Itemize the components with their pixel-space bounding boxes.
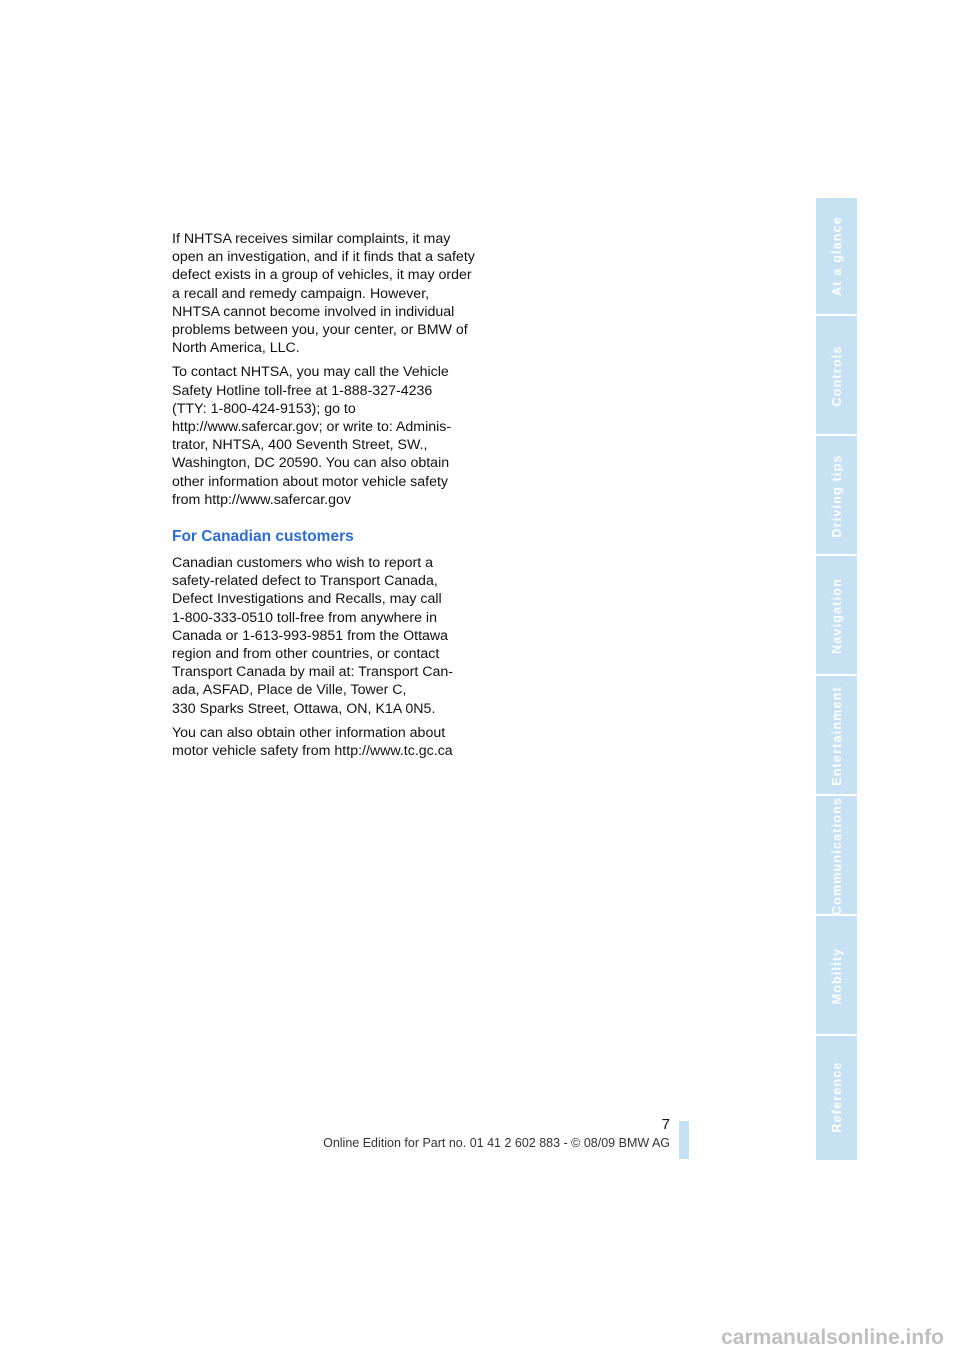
text-line: You can also obtain other information about — [172, 724, 446, 741]
text-line: safety-related defect to Transport Canada, — [172, 573, 438, 590]
tab-label: Communications — [829, 796, 844, 916]
text-line: 1-800-333-0510 toll-free from anywhere in — [172, 609, 437, 626]
tab-mobility[interactable] — [816, 918, 857, 1036]
page-number: 7 — [661, 1116, 670, 1133]
text-line: 330 Sparks Street, Ottawa, ON, K1A 0N5. — [172, 700, 436, 717]
tab-entertainment[interactable] — [816, 678, 857, 796]
text-line: motor vehicle safety from http://www.tc.gc.ca — [172, 743, 453, 760]
tab-label: Driving tips — [829, 454, 844, 538]
text-line: open an investigation, and if it finds that a safety — [172, 249, 475, 266]
tab-label: Controls — [829, 345, 844, 407]
paragraph-canadian-info — [172, 724, 468, 760]
paragraph-canadian-report — [172, 554, 468, 718]
text-line: a recall and remedy campaign. However, — [172, 285, 430, 302]
tab-label: Mobility — [829, 947, 844, 1005]
text-line: other information about motor vehicle safety — [172, 473, 449, 490]
footer-accent-bar — [679, 1121, 689, 1159]
watermark: carmanualsonline.info — [721, 1326, 944, 1349]
text-line: Canada or 1-613-993-9851 from the Ottawa — [172, 627, 449, 644]
tab-label: Entertainment — [829, 686, 844, 786]
tab-communications[interactable] — [816, 798, 857, 916]
text-line: If NHTSA receives similar complaints, it may — [172, 231, 451, 247]
tab-label: At a glance — [829, 216, 844, 296]
text-line: region and from other countries, or contact — [172, 646, 440, 663]
text-line: problems between you, your center, or BMW of — [172, 322, 468, 339]
tab-controls[interactable] — [816, 318, 857, 436]
text-line: North America, LLC. — [172, 340, 300, 357]
text-line: NHTSA cannot become involved in individual — [172, 303, 455, 320]
tab-at-a-glance[interactable] — [816, 198, 857, 316]
text-line: defect exists in a group of vehicles, it may order — [172, 267, 472, 284]
tab-label: Navigation — [829, 578, 844, 654]
text-line: Canadian customers who wish to report a — [172, 555, 434, 572]
paragraph-nhtsa-complaints — [172, 230, 475, 357]
text-line: ada, ASFAD, Place de Ville, Tower C, — [172, 682, 407, 699]
text-line: Washington, DC 20590. You can also obtain — [172, 455, 450, 472]
text-line: trator, NHTSA, 400 Seventh Street, SW., — [172, 437, 428, 454]
text-line: from http://www.safercar.gov — [172, 491, 351, 508]
tab-navigation[interactable] — [816, 558, 857, 676]
tab-driving-tips[interactable] — [816, 438, 857, 556]
text-line: Safety Hotline toll-free at 1-888-327-4236 — [172, 382, 433, 399]
text-line: Defect Investigations and Recalls, may call — [172, 591, 442, 608]
tab-reference[interactable] — [816, 1038, 857, 1156]
section-heading: For Canadian customers — [172, 528, 354, 546]
paragraph-contact-nhtsa — [172, 363, 468, 509]
tab-label: Reference — [829, 1061, 844, 1133]
main-content — [172, 230, 475, 766]
text-line: http://www.safercar.gov; or write to: Adminis- — [172, 419, 452, 436]
chapter-tab-bar — [816, 198, 857, 1160]
text-line: To contact NHTSA, you may call the Vehicle — [172, 364, 449, 381]
text-line: (TTY: 1-800-424-9153); go to — [172, 400, 356, 417]
footer-edition: Online Edition for Part no. 01 41 2 602 883 - © 08/09 BMW AG — [323, 1136, 670, 1150]
text-line: Transport Canada by mail at: Transport Can- — [172, 664, 453, 681]
